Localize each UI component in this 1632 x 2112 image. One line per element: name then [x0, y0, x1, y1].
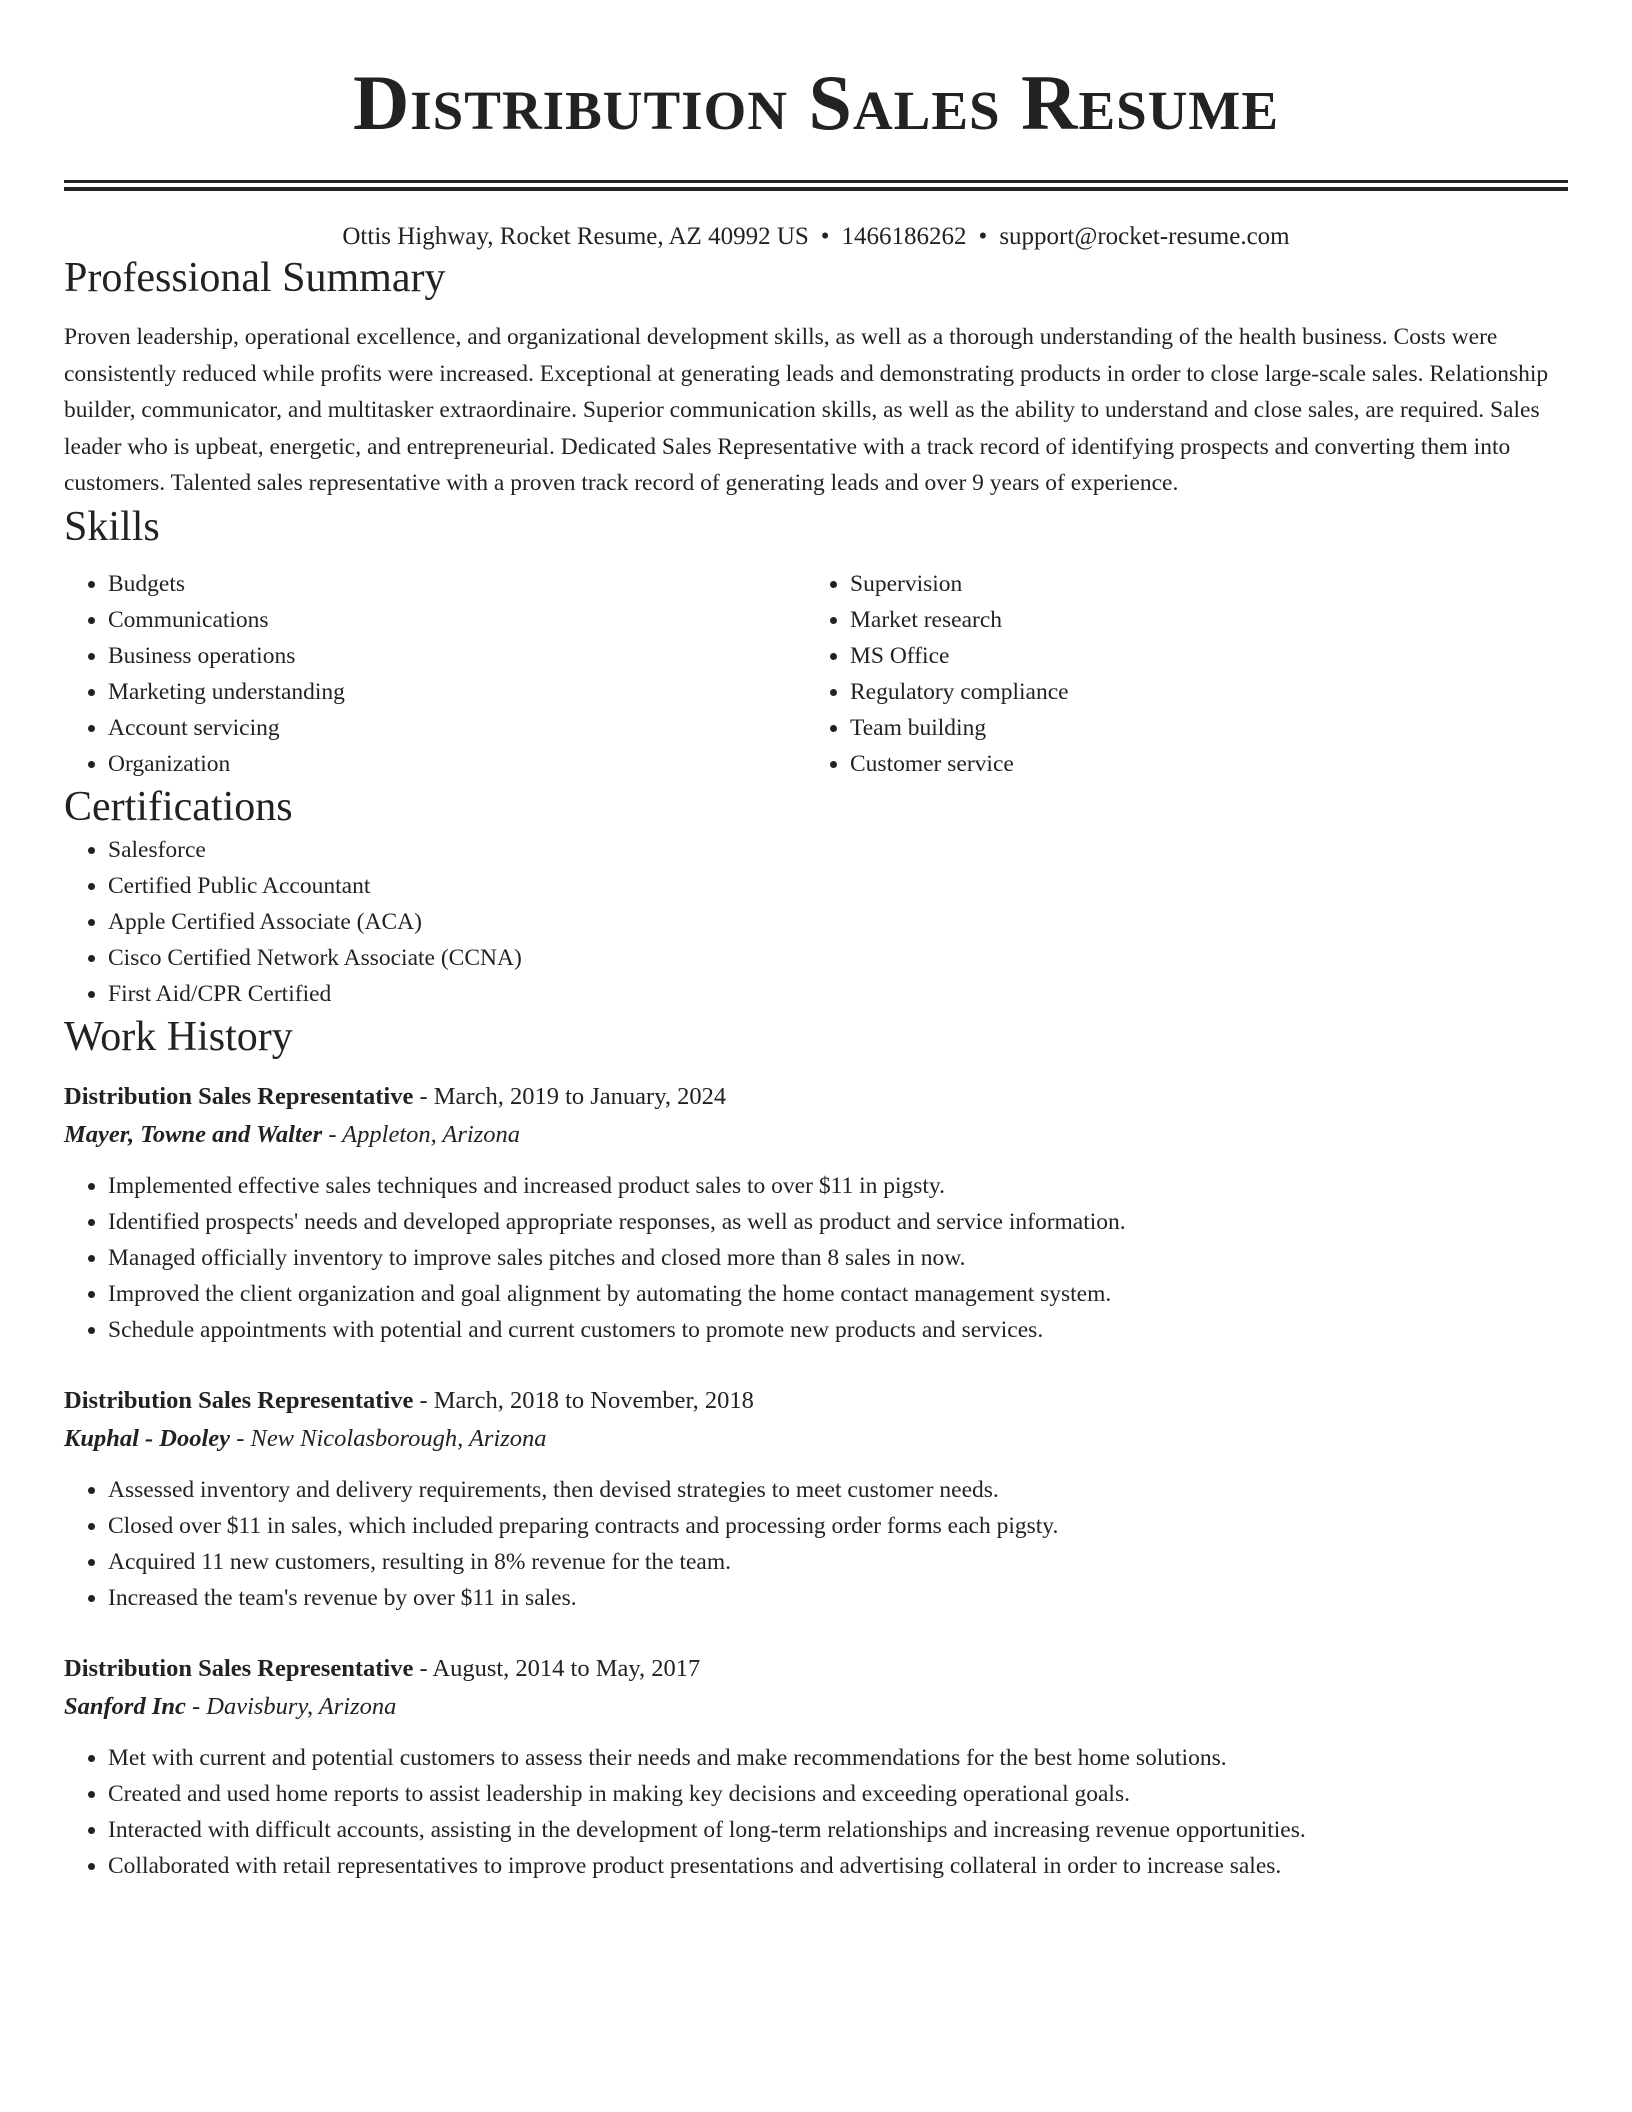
work-history-heading: Work History — [64, 1013, 293, 1060]
skill-item: • Marketing understanding — [108, 674, 806, 710]
summary-text: Proven leadership, operational excellence, and organizational development skills, as well as a thorough understanding of the health business. Costs were consistently reduced while profits were increased. Exceptional at generating leads and demonstrating products in order to close large-scale sales. Relationship builder, communicator, and multitasker extraordinaire. Superior communication skills, as well as the ability to understand and close sales, are required. Sales leader who is upbeat, energetic, and entrepreneurial. Dedicated Sales Representative with a track record of identifying prospects and converting them into customers. Talented sales representative with a proven track record of generating leads and over 9 years of experience. — [64, 324, 1549, 496]
certification-item: • First Aid/CPR Certified — [108, 976, 1568, 1012]
certification-item: • Apple Certified Associate (ACA) — [108, 904, 1568, 940]
job-bullet: • Interacted with difficult accounts, assisting in the development of long-term relationships and increasing revenue opportunities. — [108, 1812, 1568, 1848]
job-title-line — [64, 1382, 1568, 1420]
job-dates: - March, 2018 to November, 2018 — [413, 1386, 754, 1414]
job-company: Sanford Inc — [64, 1692, 186, 1720]
skill-item: • Regulatory compliance — [850, 674, 1548, 710]
job-bullet: • Implemented effective sales techniques and increased product sales to over $11 in pigsty. — [108, 1168, 1568, 1204]
skills-column-left — [64, 566, 806, 782]
job-role: Distribution Sales Representative — [64, 1654, 414, 1682]
skill-item: • Account servicing — [108, 710, 806, 746]
job-company: Kuphal - Dooley — [64, 1424, 231, 1452]
job-bullet: • Acquired 11 new customers, resulting in 8% revenue for the team. — [108, 1544, 1568, 1580]
job-bullets — [64, 1472, 1568, 1616]
job-bullet: • Closed over $11 in sales, which included preparing contracts and processing order forms each pigsty. — [108, 1508, 1568, 1544]
job-bullet: • Managed officially inventory to improve sales pitches and closed more than 8 sales in now. — [108, 1240, 1568, 1276]
job-dates: - March, 2019 to January, 2024 — [413, 1082, 727, 1110]
job-title-line — [64, 1078, 1568, 1116]
skill-item: • Customer service — [850, 746, 1548, 782]
job-bullets — [64, 1168, 1568, 1348]
job-location: - Appleton, Arizona — [322, 1120, 521, 1148]
contact-line — [64, 221, 1568, 253]
certifications-list — [64, 832, 1568, 1012]
job-company-line — [64, 1688, 1568, 1726]
job-dates: - August, 2014 to May, 2017 — [413, 1654, 701, 1682]
job-bullet: • Collaborated with retail representatives to improve product presentations and advertising collateral in order to increase sales. — [108, 1848, 1568, 1884]
job-entry — [64, 1382, 1568, 1616]
job-company: Mayer, Towne and Walter — [64, 1120, 323, 1148]
contact-separator: • — [820, 223, 830, 250]
job-bullet: • Identified prospects' needs and developed appropriate responses, as well as product and service information. — [108, 1204, 1568, 1240]
contact-email: support@rocket-resume.com — [999, 223, 1290, 250]
skill-item: • Communications — [108, 602, 806, 638]
contact-phone: 1466186262 — [841, 223, 967, 250]
job-location: - Davisbury, Arizona — [185, 1692, 397, 1720]
skills-list-left — [64, 566, 806, 782]
skill-item: • MS Office — [850, 638, 1548, 674]
skill-item: • Team building — [850, 710, 1548, 746]
summary-heading: Professional Summary — [64, 255, 446, 301]
job-bullet: • Increased the team's revenue by over $11 in sales. — [108, 1580, 1568, 1616]
title-double-rule — [64, 180, 1568, 191]
contact-address: Ottis Highway, Rocket Resume, AZ 40992 US — [342, 223, 809, 250]
job-bullet: • Assessed inventory and delivery requirements, then devised strategies to meet customer needs. — [108, 1472, 1568, 1508]
skill-item: • Supervision — [850, 566, 1548, 602]
certification-item: • Salesforce — [108, 832, 1568, 868]
job-title-line — [64, 1650, 1568, 1688]
job-role: Distribution Sales Representative — [64, 1082, 414, 1110]
job-company-line — [64, 1420, 1568, 1458]
job-bullet: • Created and used home reports to assist leadership in making key decisions and exceeding operational goals. — [108, 1776, 1568, 1812]
job-company-line — [64, 1116, 1568, 1154]
job-role: Distribution Sales Representative — [64, 1386, 414, 1414]
skills-list-right — [806, 566, 1548, 782]
job-entry — [64, 1650, 1568, 1884]
skill-item: • Market research — [850, 602, 1548, 638]
certifications-heading: Certifications — [64, 783, 293, 830]
certification-item: • Cisco Certified Network Associate (CCNA) — [108, 940, 1568, 976]
job-bullet: • Met with current and potential customers to assess their needs and make recommendations for the best home solutions. — [108, 1740, 1568, 1776]
skills-column-right — [806, 566, 1548, 782]
resume-title: Distribution Sales Resume — [352, 59, 1280, 146]
skills-grid — [64, 566, 1568, 782]
job-entry — [64, 1078, 1568, 1348]
skill-item: • Organization — [108, 746, 806, 782]
job-bullet: • Schedule appointments with potential and current customers to promote new products and services. — [108, 1312, 1568, 1348]
job-bullets — [64, 1740, 1568, 1884]
certification-item: • Certified Public Accountant — [108, 868, 1568, 904]
job-bullet: • Improved the client organization and goal alignment by automating the home contact management system. — [108, 1276, 1568, 1312]
skill-item: • Business operations — [108, 638, 806, 674]
contact-separator: • — [978, 223, 988, 250]
skill-item: • Budgets — [108, 566, 806, 602]
skills-heading: Skills — [64, 503, 160, 550]
job-location: - New Nicolasborough, Arizona — [230, 1424, 547, 1452]
